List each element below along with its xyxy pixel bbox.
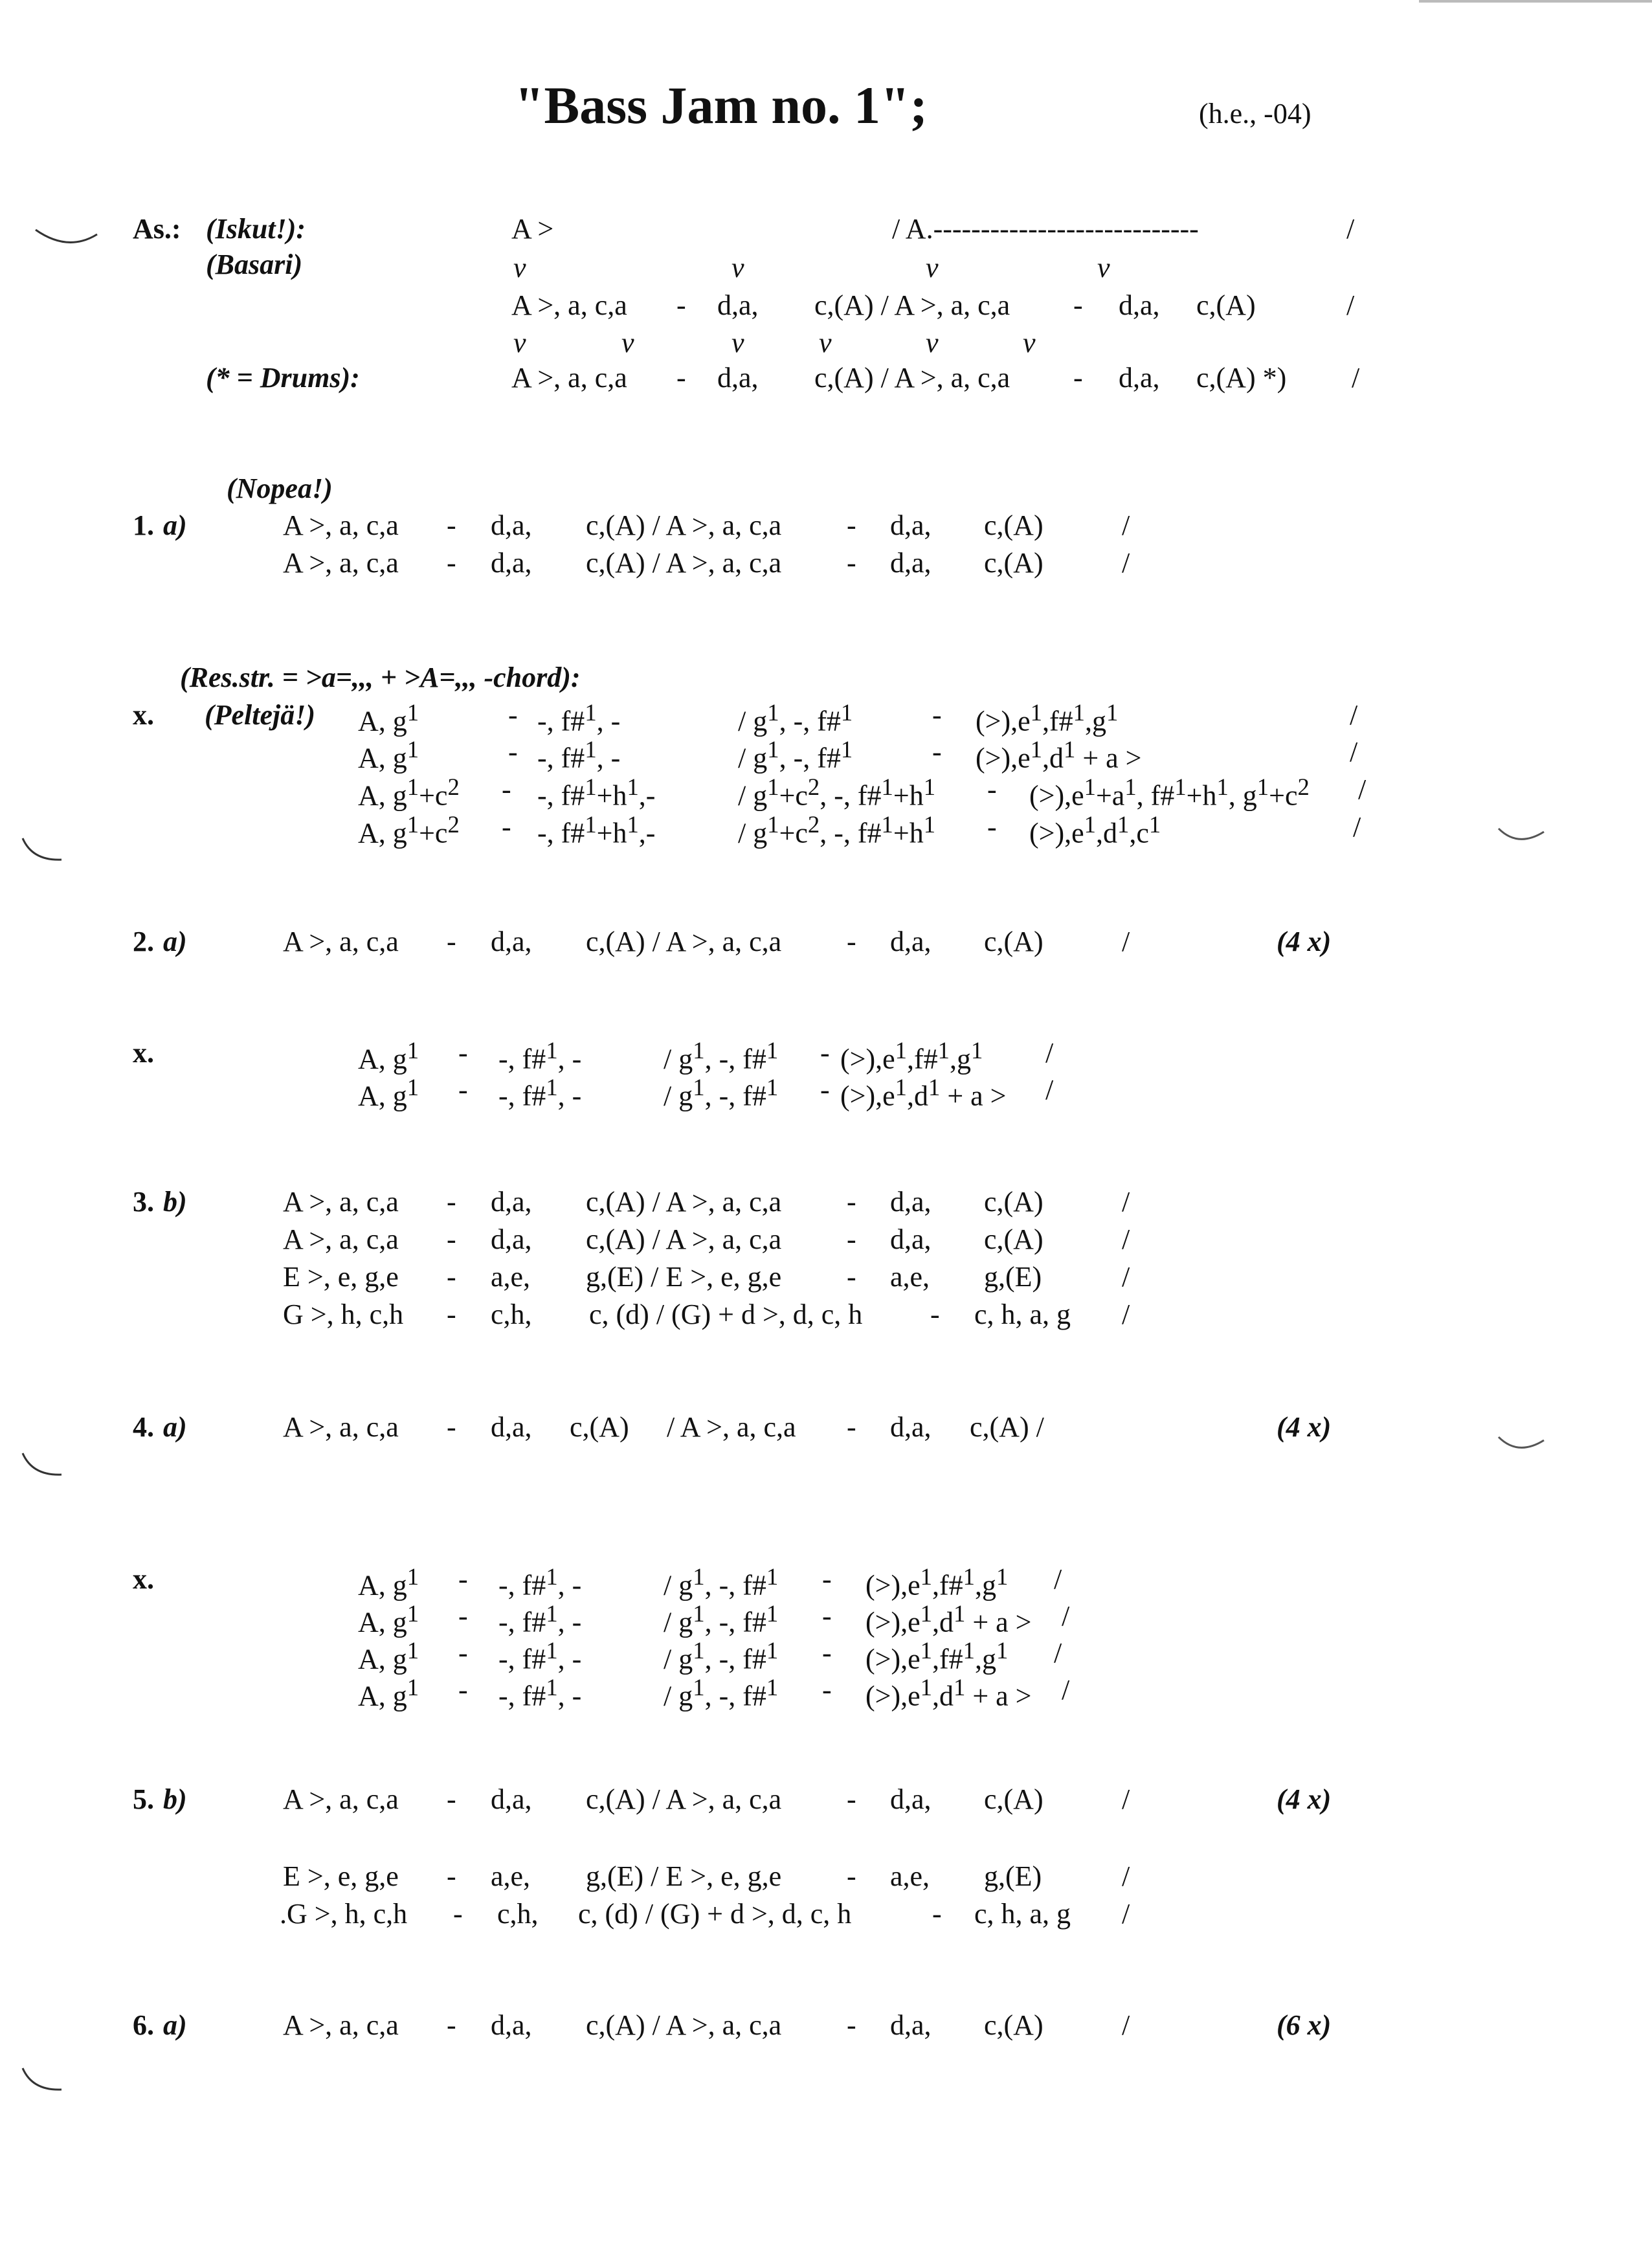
riff-cell: E >, e, g,e [283,1261,399,1293]
riff-dash: - [847,1261,856,1293]
bar-slash: / [1122,926,1130,957]
riff-dash: - [508,736,518,768]
bar-slash: / [1350,699,1358,731]
riff-dash: - [447,509,456,541]
section-label-x: x. [133,1037,154,1069]
margin-mark [19,835,65,867]
riff-cell: d,a, [890,2009,932,2041]
riff-cell: d,a, [491,509,532,541]
riff-cell: d,a, [491,2009,532,2041]
riff-cell: $(>),e^1,f\#^1,g^1$ [840,1037,983,1075]
riff-cell: d,a, [890,509,932,541]
page-title: "Bass Jam no. 1"; [515,76,928,135]
riff-dash: - [987,811,997,843]
section-label-as: As.: [133,213,181,245]
bar-slash: / [1350,736,1358,768]
margin-mark [19,2065,65,2097]
margin-mark [1495,822,1547,848]
riff-cell: c,(A) / A >, a, c,a [586,1223,782,1255]
section-number: 4. [133,1411,154,1443]
riff-cell: $(>),e^1,d^1 + a$ > [840,1074,1007,1112]
beat-mark: v [1023,327,1036,359]
riff-cell: c,(A) / A >, a, c,a [586,509,782,541]
beat-mark: v [731,252,744,284]
riff-cell: -, f#$^1$, - [498,1074,582,1112]
riff-cell: d,a, [890,1411,932,1443]
margin-mark [1495,1431,1547,1456]
tempo-note: (Nopea!) [227,473,333,504]
bar-slash: / [1346,289,1355,321]
riff-cell: c,(A) / A >, a, c,a [586,1186,782,1218]
riff-dash: - [987,774,997,805]
riff-dash: - [458,1563,468,1595]
riff-cell: a,e, [890,1860,930,1892]
riff-dash: - [447,1860,456,1892]
section-variant: a) [163,1411,187,1443]
section-variant: a) [163,509,187,541]
riff-dash: - [847,1783,856,1815]
riff-cell: d,a, [717,289,759,321]
bar-slash: / [1045,1074,1054,1106]
riff-cell: d,a, [890,1186,932,1218]
iskut-hold: / A.---------------------------- [892,213,1199,245]
beat-mark: v [819,327,832,359]
riff-cell: A, $g^1$ [358,736,419,774]
peltejä-label: (Peltejä!) [205,699,316,731]
riff-dash: - [1073,362,1083,394]
riff-dash: - [932,736,942,768]
riff-cell: c,(A) [1196,289,1256,321]
riff-cell: / $g^1$, -, f#$^1$ [664,1637,779,1675]
riff-cell: -, $f\#^1+h^1,-$ [537,774,656,812]
riff-dash: - [847,547,856,579]
riff-cell: A, $g^1$ [358,1563,419,1601]
riff-cell: c,(A) [984,1186,1044,1218]
riff-cell: A, $g^1$ [358,1074,419,1112]
riff-cell: A >, a, c,a [283,1223,399,1255]
riff-cell: A >, a, c,a [283,926,399,957]
beat-mark: v [926,252,939,284]
riff-cell: c,h, [497,1898,539,1930]
riff-cell: $(>),e^1,f\#^1,g^1$ [976,699,1119,737]
riff-cell: / $g^1$, -, f#$^1$ [664,1600,779,1638]
bar-slash: / [1122,1186,1130,1218]
riff-cell: d,a, [890,926,932,957]
riff-cell: d,a, [1119,289,1160,321]
drums-label: (* = Drums): [206,362,360,394]
riff-cell: $(>),e^1,f\#^1,g^1$ [865,1563,1009,1601]
author-credit: (h.e., -04) [1199,98,1312,129]
riff-cell: c,(A) [984,926,1044,957]
riff-cell: d,a, [717,362,759,394]
bar-slash: / [1346,213,1355,245]
beat-mark: v [1097,252,1110,284]
riff-cell: / $g^1$, -, f#$^1$ [664,1563,779,1601]
bar-slash: / [1122,1261,1130,1293]
beat-mark: v [513,252,526,284]
riff-cell: c, (d) / (G) + d >, d, c, h [589,1299,863,1330]
riff-dash: - [676,289,686,321]
riff-dash: - [447,1411,456,1443]
riff-cell: $(>),e^1,d^1 + a$ > [865,1600,1032,1638]
riff-cell: c,(A) / [970,1411,1044,1443]
riff-cell: d,a, [491,547,532,579]
riff-cell: / $g^1$, -, f#$^1$ [664,1674,779,1712]
section-number: 1. [133,509,154,541]
riff-dash: - [847,509,856,541]
riff-cell: d,a, [890,1783,932,1815]
riff-dash: - [447,1186,456,1218]
bar-slash: / [1122,2009,1130,2041]
riff-cell: c,(A) *) [1196,362,1287,394]
riff-dash: - [458,1637,468,1669]
riff-cell: -, f#$^1$, - [498,1637,582,1675]
riff-cell: $(>),e^1+a^1$, $f\#^1+h^1$, $g^1+c^2$ [1029,774,1310,812]
riff-cell: A >, a, c,a [283,509,399,541]
riff-cell: c,(A) [984,547,1044,579]
riff-cell: g,(E) [984,1860,1042,1892]
riff-cell: / A >, a, c,a [667,1411,796,1443]
bar-slash: / [1122,547,1130,579]
riff-dash: - [820,1074,830,1106]
riff-cell: c,h, [491,1299,532,1330]
bar-slash: / [1122,1860,1130,1892]
bar-slash: / [1054,1637,1062,1669]
section-label-x: x. [133,699,154,731]
riff-cell: A, $g^1+c^2$ [358,811,460,849]
riff-cell: c, h, a, g [974,1299,1071,1330]
riff-cell: / $g^1$, -, f#$^1$ [738,699,853,737]
riff-dash: - [847,2009,856,2041]
riff-cell: c,(A) [984,1223,1044,1255]
bar-slash: / [1054,1563,1062,1595]
bar-slash: / [1122,1783,1130,1815]
riff-cell: / $g^1+c^2$, -, $f\#^1+h^1$ [738,774,936,812]
riff-dash: - [822,1563,832,1595]
riff-dash: - [508,699,518,731]
margin-mark [19,1450,65,1482]
beat-mark: v [513,327,526,359]
riff-cell: c, h, a, g [974,1898,1071,1930]
repeat-count: (4 x) [1277,1411,1332,1443]
repeat-count: (6 x) [1277,2009,1332,2041]
riff-cell: $(>),e^1,d^1,c^1$ [1029,811,1161,849]
riff-cell: .G >, h, c,h [280,1898,408,1930]
riff-cell: d,a, [491,1411,532,1443]
riff-cell: / $g^1$, -, f#$^1$ [664,1074,779,1112]
riff-cell: a,e, [491,1860,531,1892]
riff-cell: A >, a, c,a [283,1186,399,1218]
riff-dash: - [932,1898,942,1930]
riff-cell: a,e, [491,1261,531,1293]
riff-dash: - [447,1261,456,1293]
margin-mark [32,227,104,252]
riff-cell: d,a, [491,1223,532,1255]
riff-cell: c,(A) / A >, a, c,a [586,1783,782,1815]
riff-cell: d,a, [491,1186,532,1218]
bar-slash: / [1352,362,1360,394]
section-number: 5. [133,1783,154,1815]
riff-cell: c, (d) / (G) + d >, d, c, h [578,1898,852,1930]
riff-dash: - [447,547,456,579]
bar-slash: / [1358,774,1367,805]
riff-cell: A >, a, c,a [283,2009,399,2041]
riff-dash: - [458,1037,468,1069]
bar-slash: / [1062,1674,1070,1706]
riff-cell: c,(A) / A >, a, c,a [586,547,782,579]
riff-cell: / $g^1$, -, f#$^1$ [738,736,853,774]
riff-cell: A, $g^1$ [358,1600,419,1638]
repeat-count: (4 x) [1277,1783,1332,1815]
riff-cell: -, f#$^1$, - [498,1037,582,1075]
riff-cell: A >, a, c,a [283,1411,399,1443]
riff-dash: - [453,1898,463,1930]
section-number: 3. [133,1186,154,1218]
riff-dash: - [447,926,456,957]
riff-dash: - [932,699,942,731]
riff-cell: c,(A) / A >, a, c,a [814,362,1010,394]
riff-cell: d,a, [890,547,932,579]
bar-slash: / [1122,509,1130,541]
riff-cell: G >, h, c,h [283,1299,404,1330]
riff-cell: -, f#$^1$, - [498,1674,582,1712]
bar-slash: / [1045,1037,1054,1069]
riff-cell: d,a, [491,926,532,957]
section-number: 2. [133,926,154,957]
repeat-count: (4 x) [1277,926,1332,957]
riff-dash: - [458,1600,468,1632]
bar-slash: / [1122,1898,1130,1930]
iskut-accent: A > [511,213,554,245]
riff-cell: A >, a, c,a [511,362,627,394]
riff-dash: - [502,774,511,805]
riff-dash: - [458,1674,468,1706]
section-number: 6. [133,2009,154,2041]
riff-cell: g,(E) [984,1261,1042,1293]
riff-cell: -, f#$^1$, - [537,699,621,737]
riff-cell: A, $g^1$ [358,1037,419,1075]
riff-dash: - [447,1223,456,1255]
basari-label: (Basari) [206,249,303,280]
riff-cell: -, f#$^1$, - [498,1563,582,1601]
section-variant: a) [163,926,187,957]
riff-dash: - [447,1783,456,1815]
riff-cell: A >, a, c,a [511,289,627,321]
riff-cell: c,(A) [570,1411,629,1443]
riff-dash: - [820,1037,830,1069]
riff-cell: -, $f\#^1+h^1,-$ [537,811,656,849]
section-label-x: x. [133,1563,154,1595]
section-variant: b) [163,1783,187,1815]
riff-cell: A >, a, c,a [283,1783,399,1815]
beat-mark: v [621,327,634,359]
riff-cell: / $g^1$, -, f#$^1$ [664,1037,779,1075]
beat-mark: v [926,327,939,359]
riff-cell: c,(A) / A >, a, c,a [814,289,1010,321]
riff-cell: c,(A) [984,1783,1044,1815]
riff-dash: - [822,1674,832,1706]
riff-cell: / $g^1+c^2$, -, $f\#^1+h^1$ [738,811,936,849]
riff-cell: $(>),e^1,d^1 + a$ > [976,736,1142,774]
riff-dash: - [1073,289,1083,321]
riff-dash: - [458,1074,468,1106]
riff-cell: a,e, [890,1261,930,1293]
section-note: (Res.str. = >a=,,, + >A=,,, -chord): [180,662,581,693]
riff-cell: A, $g^1$ [358,699,419,737]
riff-cell: E >, e, g,e [283,1860,399,1892]
riff-dash: - [847,1186,856,1218]
riff-dash: - [822,1600,832,1632]
bar-slash: / [1353,811,1361,843]
riff-dash: - [847,926,856,957]
riff-dash: - [930,1299,940,1330]
bar-slash: / [1122,1223,1130,1255]
riff-cell: $(>),e^1,d^1 + a$ > [865,1674,1032,1712]
riff-cell: A, $g^1$ [358,1674,419,1712]
riff-cell: c,(A) / A >, a, c,a [586,2009,782,2041]
riff-cell: $(>),e^1,f\#^1,g^1$ [865,1637,1009,1675]
riff-cell: d,a, [491,1783,532,1815]
riff-cell: -, f#$^1$, - [537,736,621,774]
riff-cell: -, f#$^1$, - [498,1600,582,1638]
section-variant: b) [163,1186,187,1218]
bar-slash: / [1062,1600,1070,1632]
riff-dash: - [447,2009,456,2041]
riff-dash: - [676,362,686,394]
riff-cell: d,a, [1119,362,1160,394]
riff-cell: A, $g^1$ [358,1637,419,1675]
riff-cell: c,(A) [984,2009,1044,2041]
beat-mark: v [731,327,744,359]
riff-dash: - [502,811,511,843]
iskut-label: (Iskut!): [206,213,306,245]
scan-edge-line [1419,0,1652,3]
riff-cell: c,(A) / A >, a, c,a [586,926,782,957]
riff-cell: A >, a, c,a [283,547,399,579]
bar-slash: / [1122,1299,1130,1330]
riff-dash: - [847,1223,856,1255]
riff-cell: A, $g^1+c^2$ [358,774,460,812]
riff-dash: - [847,1860,856,1892]
riff-cell: g,(E) / E >, e, g,e [586,1860,782,1892]
riff-cell: d,a, [890,1223,932,1255]
riff-cell: c,(A) [984,509,1044,541]
riff-dash: - [847,1411,856,1443]
riff-cell: g,(E) / E >, e, g,e [586,1261,782,1293]
section-variant: a) [163,2009,187,2041]
riff-dash: - [447,1299,456,1330]
riff-dash: - [822,1637,832,1669]
